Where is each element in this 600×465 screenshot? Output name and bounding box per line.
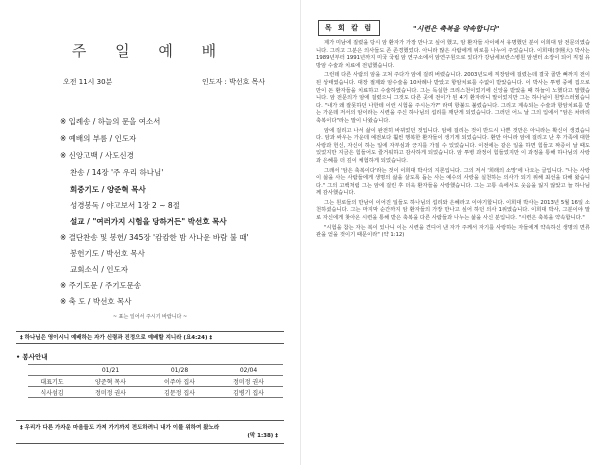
service-leader: 인도자 : 박선호 목사 [202, 78, 266, 86]
standing-note: ~ 표는 일어서 주시기 바랍니다 ~ [112, 314, 188, 320]
sermon-item: 설교 / "여러가지 시험을 당하거든" 박선호 목사 [70, 217, 227, 226]
table-cell: 식사섬김 [28, 387, 76, 398]
bottom-verse-box [16, 420, 284, 444]
table-cell [28, 365, 76, 376]
duty-title: • 봉사안내 [16, 353, 48, 361]
order-item: ※ 주기도문 / 주기도문송 [60, 281, 142, 290]
duty-table [28, 364, 283, 398]
bottom-verse: ‡ 우리가 다른 가자운 마음들도 가져 가기까지 전도하려니 내가 이를 위하여 왔노라 [20, 425, 220, 431]
column-closing-verse: "시험을 참는 자는 복이 있나니 이는 시련을 견디어 낸 자가 주께서 자기를 사랑하는 자들에게 약속하신 생명의 면류관을 얻을 것이기 때문이라" (약 1:12) [316, 224, 590, 239]
table-cell: 01/21 [76, 365, 145, 376]
table-row [28, 376, 283, 387]
column-paragraph: 암에 걸리고 나서 삶이 완전히 바뀌었던 것입니다. 암에 걸리는 것이 반드시 나쁜 것만은 아니라는 확신이 생겼습니다. 암과 싸우는 가운데 예전보다 훨씬 행복한 환자들이 생기게 되었습니다. 환만 아니라 암에 걸리고 난 후 가족에 대한 사랑과 헌신, 자신이 하는 일에 자부심과 긍지를 가질 수 있었습니다. 이전에는 같은 일을 하면 힘들고 짜증이 날 때도 있었지만 지금은 힘들어도 즐거워하고 감사하게 되었습니다. 암 투병 과정이 힘들었지만 이 과정을 통해 하나님의 사랑과 은혜를 더 깊이 체험하게 되었습니다. [316, 127, 590, 164]
order-item: ※ 축 도 / 박선호 목사 [60, 297, 132, 306]
column-body [316, 40, 590, 240]
bottom-verse-ref: (막 1:38) ‡ [247, 433, 278, 439]
order-item: ※ 결단찬송 및 봉헌/ 345장 '캄캄한 밤 사나운 바람 불 때' [60, 233, 249, 242]
order-item: 봉헌기도 / 박선호 목사 [70, 249, 145, 258]
table-cell: 01/28 [145, 365, 214, 376]
table-cell: 김문정 집사 [145, 387, 214, 398]
service-time: 오전 11시 30분 [63, 78, 113, 86]
order-item: 교회소식 / 인도자 [70, 265, 129, 274]
table-cell: 양준혁 목사 [76, 376, 145, 387]
order-item: ※ 신앙고백 / 사도신경 [60, 151, 134, 160]
column-heading: "시련은 축복을 약속합니다" [413, 25, 500, 33]
table-cell: 정미정 권사 [214, 376, 283, 387]
table-row [28, 387, 283, 398]
column-label: 목 회 칼 럼 [318, 20, 380, 36]
column-paragraph: 그래서 '암은 축복이다'라는 것이 이희대 박사의 지론입니다. 그의 저서 '희래의 소망'에 나오는 글입니다. "나는 사랑이 삶을 사는 사람들에게 생명의 삶을 살도록 돕는 사는 예수의 사랑을 실천하는 의사가 되기 위해 최선을 다해 왔습니다." 그의 고백처럼 그는 암에 걸린 후 더욱 환자들을 사랑했습니다. 그는 고통 속에서도 웃음을 잃지 않았고 늘 하나님께 감사했습니다. [316, 167, 590, 197]
table-cell: 정미정 권사 [76, 387, 145, 398]
verse-box: ‡ 하나님은 영이시니 예배하는 자가 신령과 진정으로 예배할 지니라 (요4:24) ‡ [16, 331, 284, 344]
table-row [28, 365, 283, 376]
page-divider [300, 0, 301, 465]
table-cell: 대표기도 [28, 376, 76, 387]
order-item: 성경봉독 / 야고보서 1장 2 ~ 8절 [70, 201, 180, 210]
column-paragraph: 그는 원로들의 만남이 이어진 일들도 하나님의 섭리와 은혜라고 이야기합니다. 이희대 박사는 2013년 5월 16일 소천하셨습니다. 그는 마지막 순간까지 암 환자들의 가장 만나고 싶어 하던 의사 1위였습니다. 이희대 박사, 그분이야 말로 자신에게 찾아온 시련을 통해 받은 축복을 다른 사람들과 나누는 삶을 사신 분입니다. "시련은 축복을 약속합니다." [316, 199, 590, 222]
table-cell: 김병기 집사 [214, 387, 283, 398]
order-item: 회중기도 / 양준혁 목사 [70, 185, 146, 194]
order-item: ※ 입례송 / 하늘의 문을 여소서 [60, 117, 161, 126]
order-item: 찬송 / 14장 '주 우리 하나님' [70, 168, 164, 177]
column-paragraph: 제가 미남에 질렸을 당시 암 환자가 가장 만나고 싶어 했고, 암 환자들 사이에서 유명했던 분이 이희대 암 전문의였습니다. 그리고 그분은 의사들도 존 존경했었다. 아니라 많은 사람에게 위로를 나누어 주었습니다. 이희대(李熙大) 박사는 1989년부터 1991년까지 미국 국립 암 연구소에서 암연구원으로 있다가 강남세브란스병원 암센터 소장이 되어 직접 유방암 수술과 치료에 전념했습니다. [316, 40, 590, 69]
column-paragraph: 그런데 다른 사람의 암을 고쳐 주다가 암에 걸려 버렸습니다. 2003년도에 직장암에 걸렸는데 결국 골반 뼈까지 전이된 상태였습니다. 대장 절제와 암수술을 10차례나 받았고 항암치료를 수없이 받았습니다. 이 박사는 투병 중에 집으로만이 돈 환자들을 치료하고 수술하였습니다. 그는 독실한 크리스천이었기에 신앙을 받았을 때 하늘이 노했다고 말했습니다. 암 전문의가 암에 걸렸으니 그것도 다른 곳에 전이가 된 4기 환자라니 말이었지만 그는 하나님이 원망스러웠습니다. "내가 왜 잘못하던 나한테 이런 시험을 주시는가?" 라며 항불드 불렀습니다. 그리고 계속되는 수술과 항암치료를 받는 가운데 저서의 암이라는 시련을 주신 하나님의 섭리를 깨닫게 되었습니다. 그러던 어느 날 그의 입에서 "암은 차라리 축복이다"라는 말이 나왔습니다. [316, 72, 590, 124]
order-item: ※ 예배의 부름 / 인도자 [60, 134, 137, 143]
service-title: 주 일 예 배 [71, 42, 229, 60]
table-cell: 02/04 [214, 365, 283, 376]
bulletin-right-page [303, 0, 600, 465]
table-cell: 이주아 집사 [145, 376, 214, 387]
